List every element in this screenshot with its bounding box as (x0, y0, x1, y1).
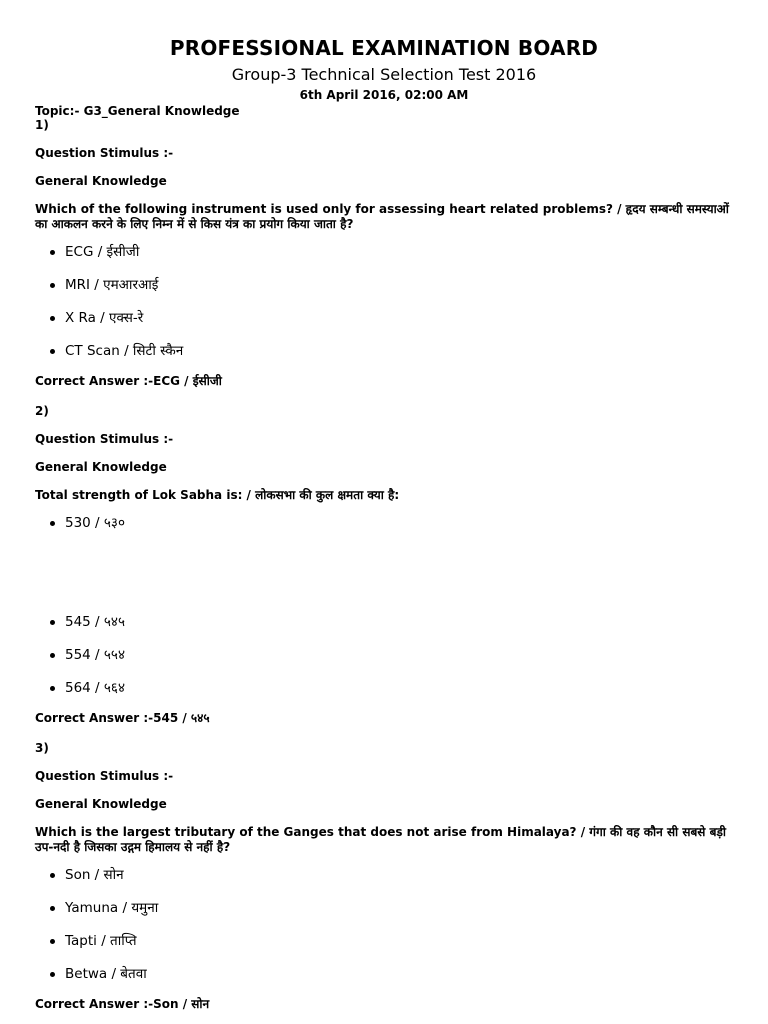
question-number: 2) (35, 404, 49, 418)
option-list (35, 513, 735, 711)
correct-answer: Correct Answer :-Son / सोन (35, 997, 210, 1011)
topic-heading: Topic:- G3_General Knowledge (35, 104, 240, 118)
question-number: 1) (35, 118, 49, 132)
option-item: Betwa / बेतवा (35, 964, 735, 997)
option-item: CT Scan / सिटी स्कैन (35, 341, 735, 374)
option-item: MRI / एमआरआई (35, 275, 735, 308)
question-category: General Knowledge (35, 460, 167, 474)
option-item: 564 / ५६४ (35, 678, 735, 711)
option-item: Yamuna / यमुना (35, 898, 735, 931)
question-number: 3) (35, 741, 49, 755)
option-item: 554 / ५५४ (35, 645, 735, 678)
option-item: X Ra / एक्स-रे (35, 308, 735, 341)
page-subtitle: Group-3 Technical Selection Test 2016 (231, 65, 537, 84)
correct-answer: Correct Answer :-ECG / ईसीजी (35, 374, 222, 388)
question-block (35, 118, 735, 388)
option-item: Son / सोन (35, 865, 735, 898)
question-text: Total strength of Lok Sabha is: / लोकसभा की कुल क्षमता क्या है: (35, 488, 400, 502)
question-list (35, 104, 735, 1011)
option-list (35, 242, 735, 374)
question-text: Which of the following instrument is used only for assessing heart related problems? / हृदय सम्बन्धी समस्याओं का आकलन करने के लिए निम्न में से किस यंत्र का प्रयोग किया जाता है? (35, 202, 729, 231)
exam-date: 6th April 2016, 02:00 AM (299, 88, 469, 102)
option-item: ECG / ईसीजी (35, 242, 735, 275)
question-category: General Knowledge (35, 797, 167, 811)
option-item: Tapti / ताप्ति (35, 931, 735, 964)
option-item: 530 / ५३० (35, 513, 735, 546)
question-block (35, 741, 735, 1011)
page-title: PROFESSIONAL EXAMINATION BOARD (169, 36, 599, 60)
correct-answer: Correct Answer :-545 / ५४५ (35, 711, 210, 725)
option-list (35, 865, 735, 997)
question-stimulus-label: Question Stimulus :- (35, 432, 174, 446)
option-item: 545 / ५४५ (35, 612, 735, 645)
question-text: Which is the largest tributary of the Ganges that does not arise from Himalaya? / गंगा की वह कौन सी सबसे बड़ी उप-नदी है जिसका उद्गम हिमालय से नहीं है? (35, 825, 726, 854)
question-stimulus-label: Question Stimulus :- (35, 146, 174, 160)
question-stimulus-label: Question Stimulus :- (35, 769, 174, 783)
question-block (35, 404, 735, 725)
question-category: General Knowledge (35, 174, 167, 188)
